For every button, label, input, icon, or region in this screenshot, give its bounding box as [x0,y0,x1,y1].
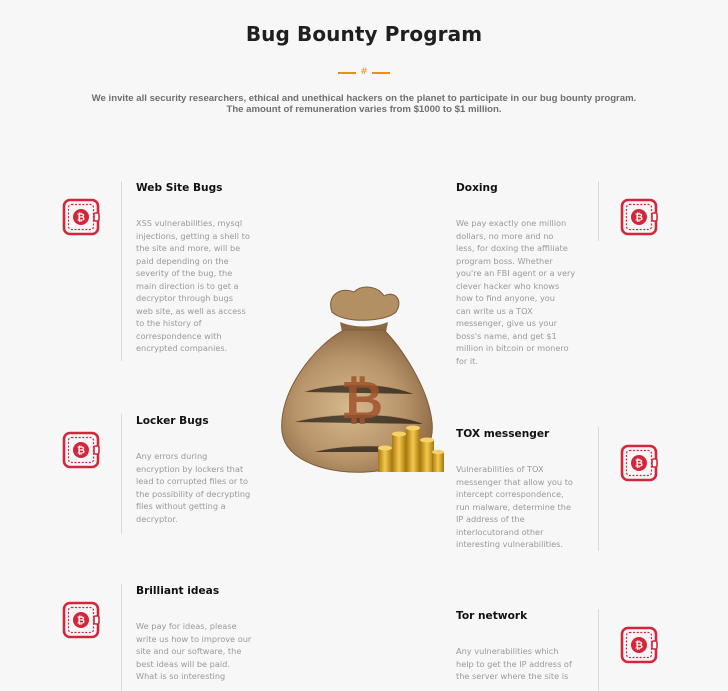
brilliant-ideas-text: We pay for ideas, please write us how to improve our site and our software, the best ideas will be paid. What is so interesting [136,621,252,681]
tox-messenger-title: TOX messenger [456,428,550,440]
intro-text [0,93,728,115]
money-bag-illustration [274,282,446,478]
bitcoin-wallet-icon [620,626,658,664]
tor-network-title: Tor network [456,610,528,622]
bitcoin-wallet-icon [62,198,100,236]
intro-line-2: The amount of remuneration varies from $1000 to $1 million. [226,104,502,115]
bitcoin-symbol: ₿ [340,371,384,431]
page-title: Bug Bounty Program [245,22,483,46]
locker-bugs-text: Any errors during encryption by lockers that lead to corrupted files or to the possibility of decrypting files without getting a decryptor. [136,451,251,524]
bitcoin-wallet-icon [620,198,658,236]
tox-messenger-section [456,427,599,551]
divider-bar-right [372,72,390,74]
brilliant-ideas-section [121,584,286,691]
web-site-bugs-text: XSS vulnerabilities, mysql injections, getting a shell to the site and more, will be paid depending on the severity of the bug, the main direction is to get a decryptor through bugs web site, as well as access to the history of correspondence with encrypted companies. [136,218,250,353]
tox-messenger-text: Vulnerabilities of TOX messenger that allow you to intercept correspondence, run malware, determine the IP address of the interlocutorand other interesting vulnerabilities. [456,464,573,549]
tor-network-text: Any vulnerabilities which help to get the IP address of the server where the site is [456,646,572,681]
divider-bar-left [338,72,356,74]
web-site-bugs-section [121,181,286,361]
intro-line-1: We invite all security researchers, ethical and unethical hackers on the planet to participate in our bug bounty program. [91,93,637,104]
bitcoin-wallet-icon [62,601,100,639]
doxing-text: We pay exactly one million dollars, no more and no less, for doxing the affiliate program boss. Whether you're an FBI agent or a very clever hacker who knows how to find anyone, you can write us a TOX messenger, give us your boss's name, and get $1 million in bitcoin or monero for it. [456,218,576,366]
locker-bugs-title: Locker Bugs [136,415,209,427]
tor-network-section [456,609,599,691]
title-divider [0,68,728,77]
brilliant-ideas-title: Brilliant ideas [136,585,220,597]
bitcoin-wallet-icon [62,431,100,469]
locker-bugs-section [121,414,286,534]
doxing-section [456,181,599,366]
bitcoin-wallet-icon [620,444,658,482]
web-site-bugs-title: Web Site Bugs [136,182,223,194]
divider-symbol: # [360,67,368,77]
doxing-title: Doxing [456,182,498,194]
